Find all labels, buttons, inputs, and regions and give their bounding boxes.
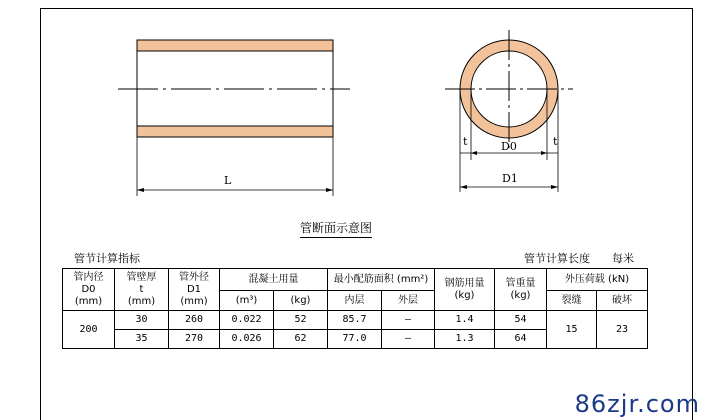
pipe-top-wall: [137, 40, 333, 51]
cell-outer-diameter: 270: [169, 330, 220, 349]
header-outer-diameter: 管外径 D1 (mm): [169, 269, 220, 311]
header-min-rebar: 最小配筋面积 (mm²): [328, 269, 435, 291]
cell-concrete-kg: 52: [274, 311, 328, 330]
thickness-label-right: t: [553, 135, 558, 148]
cell-concrete-m3: 0.026: [220, 330, 274, 349]
header-crack: 裂缝: [547, 291, 597, 311]
header-steel: 钢筋用量 (kg): [435, 269, 495, 311]
header-inner-diameter: 管内径 D0 (mm): [63, 269, 115, 311]
cell-outer-diameter: 260: [169, 311, 220, 330]
table-caption-right-value: 每米: [612, 252, 634, 265]
watermark: 86zjr.com: [574, 390, 700, 418]
cell-weight: 54: [495, 311, 547, 330]
cell-inner-layer: 77.0: [328, 330, 382, 349]
cell-weight: 64: [495, 330, 547, 349]
cell-inner-layer: 85.7: [328, 311, 382, 330]
table-caption-right: 管节计算长度: [524, 252, 590, 265]
cell-thickness: 35: [115, 330, 169, 349]
length-label: L: [224, 174, 232, 187]
header-failure: 破坏: [597, 291, 648, 311]
cell-steel: 1.3: [435, 330, 495, 349]
cell-concrete-kg: 62: [274, 330, 328, 349]
header-concrete: 混凝土用量: [220, 269, 328, 291]
d1-label: D1: [502, 172, 518, 185]
cell-outer-layer: —: [382, 330, 435, 349]
table-caption-left: 管节计算指标: [74, 252, 140, 265]
table-row: [63, 311, 648, 330]
cell-concrete-m3: 0.022: [220, 311, 274, 330]
header-wall-thickness: 管壁厚 t (mm): [115, 269, 169, 311]
cell-failure-load: 23: [597, 311, 648, 349]
header-concrete-m3: (m³): [220, 291, 274, 311]
thickness-label-left: t: [463, 135, 468, 148]
cell-steel: 1.4: [435, 311, 495, 330]
cell-outer-layer: —: [382, 311, 435, 330]
header-concrete-kg: (kg): [274, 291, 328, 311]
header-load: 外压荷载 (kN): [547, 269, 648, 291]
pipe-bottom-wall: [137, 126, 333, 137]
drawing-title: 管断面示意图: [300, 219, 372, 238]
cell-thickness: 30: [115, 311, 169, 330]
cell-inner-diameter: 200: [63, 311, 115, 349]
header-outer-layer: 外层: [382, 291, 435, 311]
header-inner-layer: 内层: [328, 291, 382, 311]
header-weight: 管重量 (kg): [495, 269, 547, 311]
cell-crack-load: 15: [547, 311, 597, 349]
d0-label: D0: [501, 140, 517, 153]
pipe-spec-table: [62, 268, 648, 349]
